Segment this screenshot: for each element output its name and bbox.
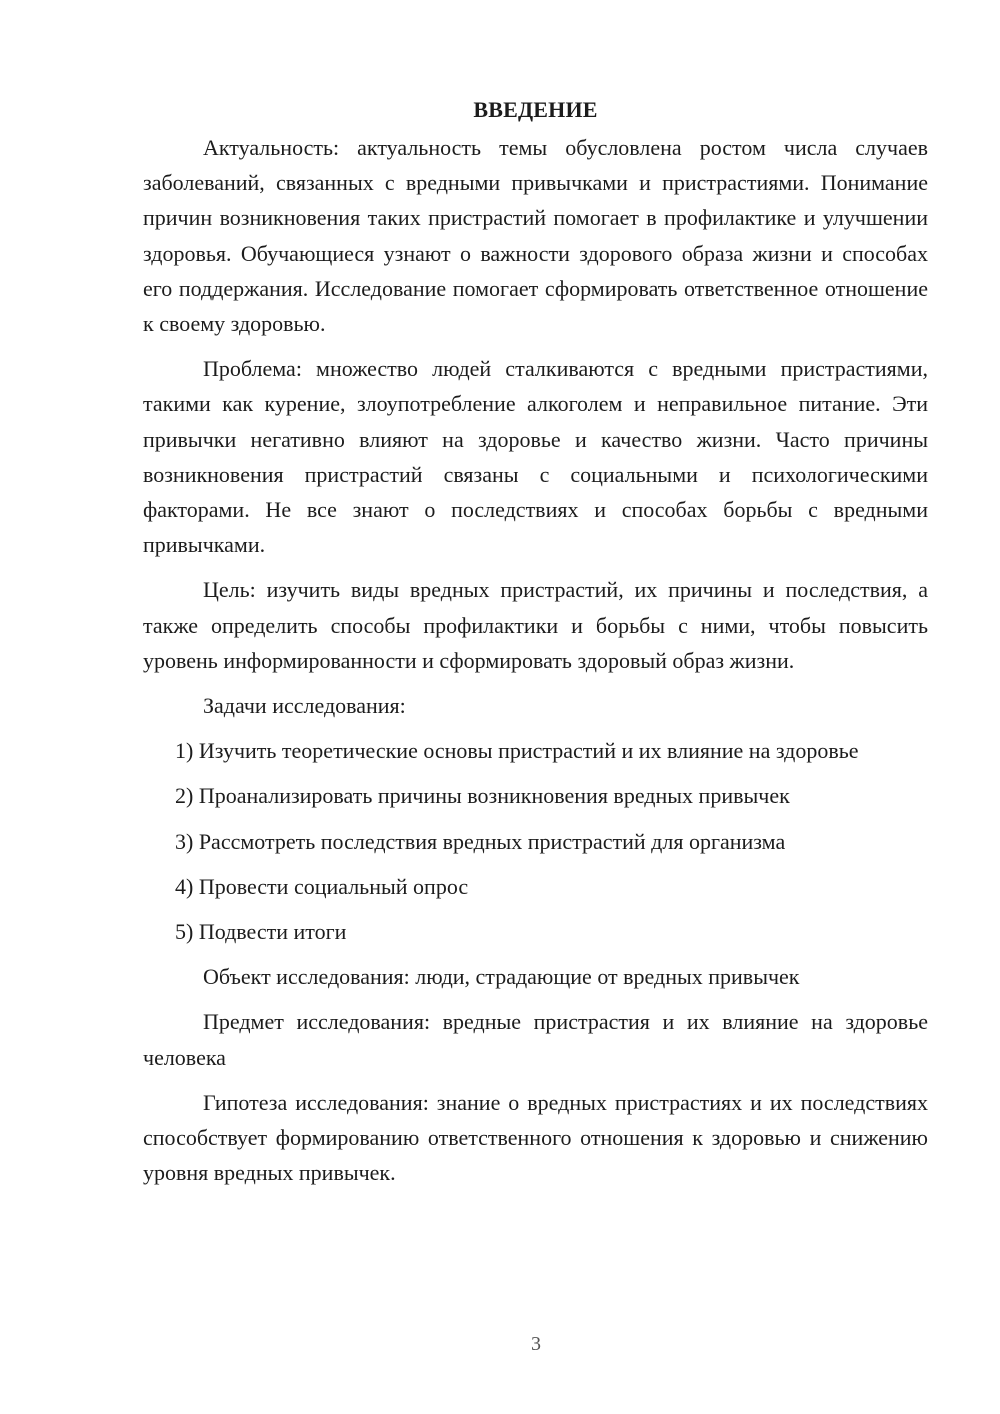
task-item-1: 1) Изучить теоретические основы пристрастий и их влияние на здоровье: [175, 738, 859, 764]
paragraph-subject: Предмет исследования: вредные пристрастия и их влияние на здоровье человека: [143, 1009, 928, 1070]
section-heading: ВВЕДЕНИЕ: [473, 97, 598, 122]
paragraph-hypothesis: Гипотеза исследования: знание о вредных пристрастиях и их последствиях способствует формированию ответственного отношения к здоровью и снижению уровня вредных привычек.: [143, 1089, 928, 1186]
paragraph-tasks-heading: Задачи исследования:: [203, 693, 406, 719]
page-number: 3: [531, 1333, 541, 1355]
paragraph-goal: Цель: изучить виды вредных пристрастий, их причины и последствия, а также определить способы профилактики и борьбы с ними, чтобы повысить уровень информированности и сформировать здоровый образ жизни.: [143, 577, 928, 673]
document-page: [143, 92, 928, 1190]
paragraph-object: Объект исследования: люди, страдающие от вредных привычек: [203, 964, 800, 990]
task-item-3: 3) Рассмотреть последствия вредных пристрастий для организма: [175, 828, 786, 854]
task-item-2: 2) Проанализировать причины возникновения вредных привычек: [175, 783, 790, 809]
task-item-4: 4) Провести социальный опрос: [175, 873, 469, 899]
paragraph-problem: Проблема: множество людей сталкиваются с вредными пристрастиями, такими как курение, злоупотребление алкоголем и неправильное питание. Эти привычки негативно влияют на здоровье и качество жизни. Часто причины возникновения пристрастий связаны с социальными и психологическими факторами. Не все знают о последствиях и способах борьбы с вредными привычками.: [143, 356, 928, 558]
task-item-5: 5) Подвести итоги: [175, 919, 347, 945]
paragraph-relevance: Актуальность: актуальность темы обусловлена ростом числа случаев заболеваний, связанных с вредными привычками и пристрастиями. Понимание причин возникновения таких пристрастий помогает в профилактике и улучшении здоровья. Обучающиеся узнают о важности здорового образа жизни и способах его поддержания. Исследование помогает сформировать ответственное отношение к своему здоровью.: [143, 135, 928, 337]
